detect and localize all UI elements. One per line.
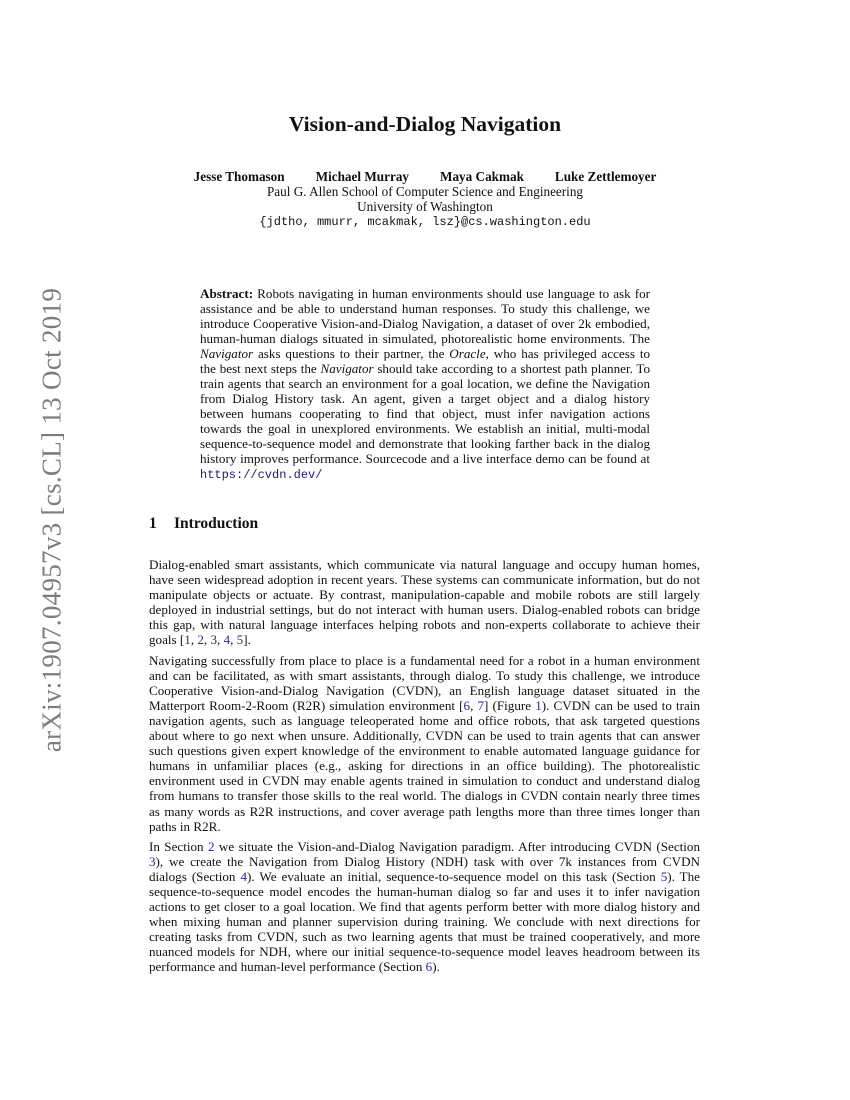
paragraph: Dialog-enabled smart assistants, which communicate via natural language and occupy human homes, have seen widespread adoption in recent years. These systems can communicate information, but do not manipulate objects or actuate. By contrast, manipulation-capable and mobile robots are still largely deployed in industrial settings, but do not interact with human users. Dialog-enabled robots can bridge this gap, with natural language interfaces helping robots and non-experts collaborate to achieve their goals [1, 2, 3, 4, 5]. — [149, 557, 700, 648]
arxiv-side-label: arXiv:1907.04957v3 [cs.CL] 13 Oct 2019 — [36, 287, 67, 753]
section-body — [149, 557, 700, 980]
abstract: Abstract: Robots navigating in human environments should use language to ask for assistance and be able to understand human responses. To study this challenge, we introduce Cooperative Vision-and-Dialog Navigation, a dataset of over 2k embodied, human-human dialogs situated in simulated, photorealistic home environments. The Navigator asks questions to their partner, the Oracle, who has privileged access to the best next steps the Navigator should take according to a shortest path planner. To train agents that search an environment for a goal location, we define the Navigation from Dialog History task. An agent, given a target object and a dialog history between humans cooperating to find that object, must infer navigation actions towards the goal in unexplored environments. We establish an initial, multi-modal sequence-to-sequence model and demonstrate that looking farther back in the dialog history improves performance. Sourcecode and a live interface demo can be found at https://cvdn.dev/ — [200, 286, 651, 482]
citation-link[interactable]: 7 — [477, 697, 485, 713]
section-title: Introduction — [174, 515, 259, 532]
citation-link[interactable]: 1 — [184, 632, 191, 648]
paragraph: Navigating successfully from place to place is a fundamental need for a robot in a human environment and can be facilitated, as with smart assistants, through dialog. To study this challenge, we introduce Cooperative Vision-and-Dialog Navigation (CVDN), an English language dataset situated in the Matterport Room-2-Room (R2R) simulation environment [6, 7] (Figure 1). CVDN can be used to train navigation agents, such as language teleoperated home and office robots, that ask targeted questions about where to go next when unsure. Additionally, CVDN can be used to train agents that can answer such questions given expert knowledge of the environment to enable automated language guidance for humans in unfamiliar places (e.g., asking for directions in an office building). The photorealistic environment used in CVDN may enable agents trained in simulation to conduct and understand dialog from humans to transfer those skills to the real world. The dialogs in CVDN contain nearly three times as many words as R2R instructions, and cover average path lengths more than three times longer than paths in R2R. — [149, 652, 700, 834]
section-link[interactable]: 2 — [207, 838, 215, 854]
demo-link[interactable]: https://cvdn.dev/ — [200, 468, 323, 482]
section-link[interactable]: 3 — [149, 853, 156, 869]
citation-link[interactable]: 4 — [223, 632, 231, 648]
section-link[interactable]: 5 — [660, 868, 668, 884]
author-emails: {jdtho, mmurr, mcakmak, lsz}@cs.washington.edu — [259, 215, 591, 229]
author-name: Luke Zettlemoyer — [554, 169, 657, 184]
section-number: 1 — [149, 515, 157, 532]
paragraph: In Section 2 we situate the Vision-and-Dialog Navigation paradigm. After introducing CVDN (Section 3), we create the Navigation from Dialog History (NDH) task with over 7k instances from CVDN dialogs (Section 4). We evaluate an initial, sequence-to-sequence model on this task (Section 5). The sequence-to-sequence model encodes the human-human dialog so far and uses it to infer navigation actions to get closer to a goal location. We find that agents perform better with more dialog history and when mixing human and planner supervision during training. We conclude with next directions for creating tasks from CVDN, such as two learning agents that must be trained cooperatively, and more nuanced models for NDH, where our initial sequence-to-sequence model leaves headroom between its performance and human-level performance (Section 6). — [149, 838, 701, 975]
author-name: Michael Murray — [315, 169, 410, 184]
affiliation-university: University of Washington — [357, 199, 493, 214]
paper-title: Vision-and-Dialog Navigation — [288, 112, 562, 136]
section-heading — [149, 515, 258, 533]
section-link[interactable]: 6 — [425, 959, 433, 975]
figure-link[interactable]: 1 — [535, 697, 542, 713]
section-link[interactable]: 4 — [240, 868, 248, 884]
author-name: Maya Cakmak — [440, 169, 524, 184]
citation-link[interactable]: 5 — [236, 632, 244, 648]
citation-link[interactable]: 6 — [463, 697, 471, 713]
citation-link[interactable]: 2 — [197, 632, 204, 648]
abstract-label: Abstract: — [200, 286, 254, 301]
affiliation-school: Paul G. Allen School of Computer Science and Engineering — [266, 184, 584, 199]
author-name: Jesse Thomason — [193, 169, 285, 184]
citation-link[interactable]: 3 — [210, 632, 218, 648]
author-list — [0, 169, 850, 185]
